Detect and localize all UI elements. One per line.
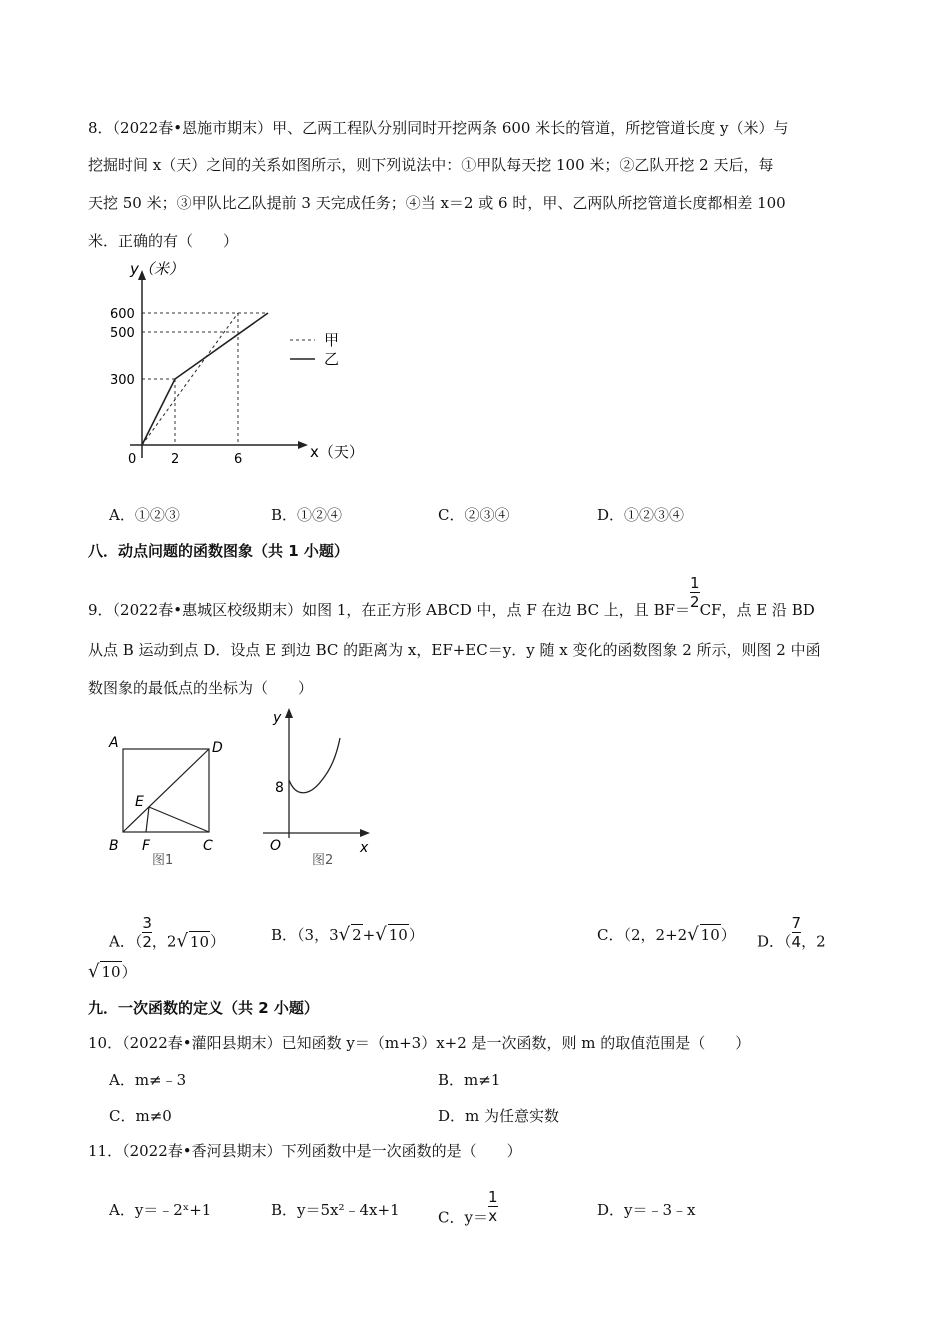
q9-fraction: $\frac{1}{2}$	[690, 573, 700, 611]
ytick-300: 300	[110, 373, 135, 388]
fig2-y-label: y	[273, 710, 282, 726]
label-e: E	[135, 794, 144, 810]
q9-line1	[88, 573, 815, 620]
q8-line1: 8．（2022春•恩施市期末）甲、乙两工程队分别同时开挖两条 600 米长的管道，所挖管道长度 y（米）与	[88, 119, 789, 137]
fig2-x-label: x	[360, 840, 369, 856]
ytick-600: 600	[110, 307, 135, 322]
q8-line2: 挖掘时间 x（天）之间的关系如图所示，则下列说法中：①甲队每天挖 100 米；②乙队开挖 2 天后，每	[88, 156, 774, 174]
q11-option-a[interactable]: A．y＝﹣2ˣ+1	[109, 1201, 212, 1219]
q8-option-b[interactable]: B．①②④	[271, 506, 343, 524]
section-8-heading: 八．动点问题的函数图象（共 1 小题）	[88, 542, 349, 560]
fig1-caption: 图1	[152, 853, 174, 868]
fig2-value-8: 8	[275, 780, 284, 796]
xtick-0: 0	[128, 452, 137, 467]
q9-option-b[interactable]: B．（3，3√ 2+√ 10）	[271, 924, 424, 945]
q9-option-d-cont: √ 10）	[88, 961, 137, 982]
label-c: C	[203, 838, 213, 854]
q9-option-a[interactable]: A．（ $\frac{3}{2}$ ，2√ 10）	[109, 914, 226, 952]
q11-option-c[interactable]: C．y＝ $\frac{1}{x}$	[438, 1188, 498, 1227]
q10-option-a[interactable]: A．m≠﹣3	[109, 1071, 187, 1089]
q8-option-d[interactable]: D．①②③④	[597, 506, 685, 524]
xtick-6: 6	[234, 452, 243, 467]
xtick-2: 2	[171, 452, 180, 467]
q9-option-d[interactable]: D．（ $\frac{7}{4}$ ，2	[757, 914, 826, 951]
q10-option-b[interactable]: B．m≠1	[438, 1071, 501, 1089]
q11-stem: 11．（2022春•香河县期末）下列函数中是一次函数的是（ ）	[88, 1142, 522, 1160]
q9-figures	[100, 700, 390, 870]
label-f: F	[142, 838, 151, 854]
q9-option-c[interactable]: C．（2，2+2√ 10）	[597, 924, 736, 945]
q9-line1b: CF，点 E 沿 BD	[699, 601, 815, 619]
q8-graph	[100, 258, 370, 470]
q10-option-c[interactable]: C．m≠0	[109, 1107, 172, 1125]
label-a: A	[109, 735, 119, 751]
fig2-origin: O	[270, 838, 282, 854]
q10-option-d[interactable]: D．m 为任意实数	[438, 1107, 560, 1125]
legend-jia: 甲	[324, 331, 340, 349]
q9-line1a: 9．（2022春•惠城区校级期末）如图 1，在正方形 ABCD 中，点 F 在边 BC 上，且 BF＝	[88, 601, 691, 619]
q10-stem: 10．（2022春•灌阳县期末）已知函数 y＝（m+3）x+2 是一次函数，则 m 的取值范围是（ ）	[88, 1034, 751, 1052]
x-axis-label: x（天）	[310, 443, 364, 461]
q8-line3: 天挖 50 米；③甲队比乙队提前 3 天完成任务；④当 x＝2 或 6 时，甲、乙两队所挖管道长度都相差 100	[88, 194, 786, 212]
q9-line3: 数图象的最低点的坐标为（ ）	[88, 679, 314, 697]
label-b: B	[109, 838, 119, 854]
ytick-500: 500	[110, 326, 135, 341]
fig2-caption: 图2	[312, 853, 334, 868]
q11-option-d[interactable]: D．y＝﹣3﹣x	[597, 1201, 696, 1219]
label-d: D	[212, 740, 223, 756]
q9-line2: 从点 B 运动到点 D．设点 E 到边 BC 的距离为 x，EF+EC＝y．y 随 x 变化的函数图象 2 所示，则图 2 中函	[88, 641, 821, 659]
function-curve	[289, 738, 340, 793]
section-9-heading: 九．一次函数的定义（共 2 小题）	[88, 999, 319, 1017]
legend-yi: 乙	[324, 350, 340, 368]
q11-option-b[interactable]: B．y＝5x²﹣4x+1	[271, 1201, 400, 1219]
y-axis-label: y（米）	[130, 260, 184, 278]
q8-option-a[interactable]: A．①②③	[109, 506, 180, 524]
q8-line4: 米．正确的有（ ）	[88, 232, 239, 250]
q8-option-c[interactable]: C．②③④	[438, 506, 510, 524]
